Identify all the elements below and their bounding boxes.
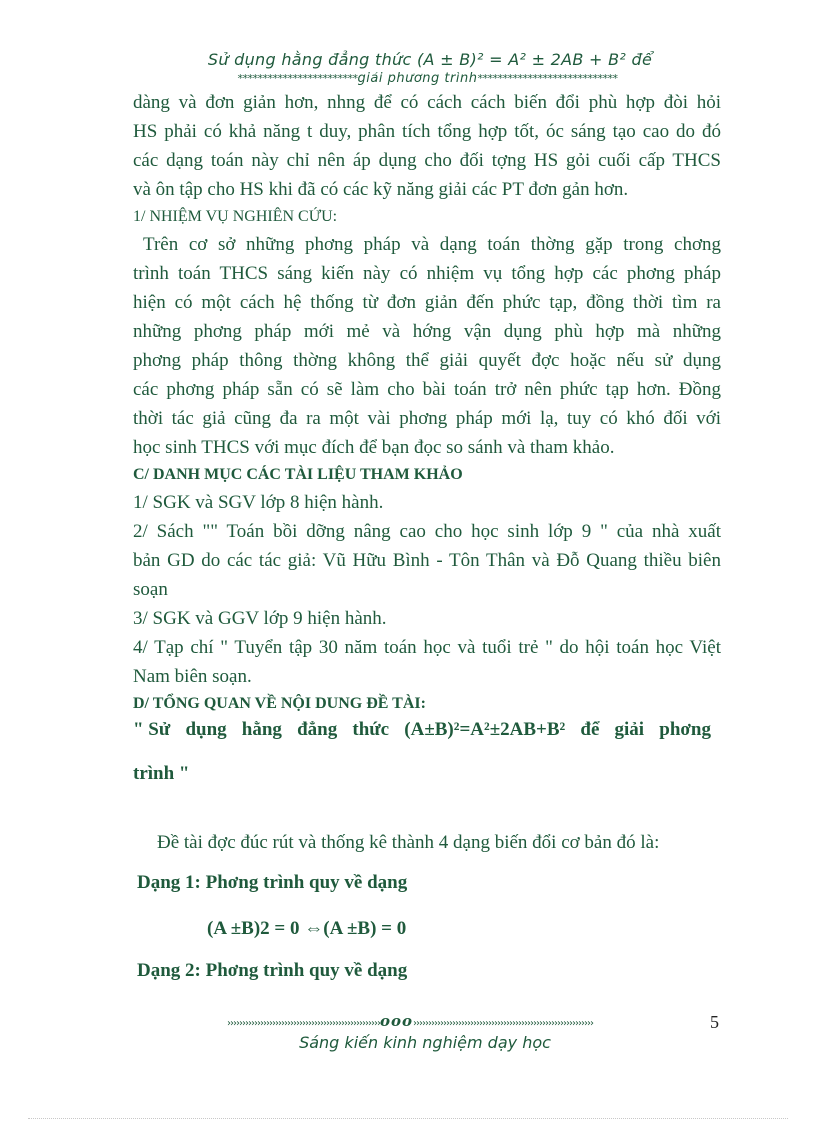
paragraph2-line: thời tác giả cũng đa ra một vài phơng pháp mới lạ, tuy có khó đối với (133, 408, 721, 429)
topic-title (133, 716, 711, 788)
header-rule-right: **************************** (477, 72, 618, 85)
reference-line: Nam biên soạn. (133, 666, 252, 687)
topic-title-line2: trình " (133, 763, 190, 784)
paragraph2-line: học sinh THCS với mục đích để bạn đọc so sánh và tham khảo. (133, 437, 615, 458)
footer-rule-right: ›››››››››››››››››››››››››››››››››››››››››››››››››››››››››››› (413, 1018, 593, 1029)
paragraph2-line: hiện có một cách hệ thống từ đơn giản đến phức tạp, đồng thời tìm ra (133, 292, 721, 313)
topic-word: dụng (185, 719, 227, 740)
paragraph2-line: trình toán THCS sáng kiến này có nhiệm vụ tổng hợp các phơng pháp (133, 263, 721, 284)
topic-word: để (580, 719, 600, 740)
topic-word: hằng (241, 719, 282, 740)
reference-line: 4/ Tạp chí " Tuyển tập 30 năm toán học và tuổi trẻ " do hội toán học Việt (133, 637, 721, 658)
header-rule-left: ************************ (237, 72, 358, 85)
paragraph1-line: HS phải có khả năng t duy, phân tích tổng hợp tốt, óc sáng tạo cao do đó (133, 121, 721, 142)
reference-line: 3/ SGK và GGV lớp 9 hiện hành. (133, 608, 387, 629)
section-c-heading: C/ DANH MỤC CÁC TÀI LIỆU THAM KHẢO (133, 466, 463, 483)
topic-word: thức (352, 719, 390, 740)
running-footer-title: Sáng kiến kinh nghiệm dạy học (299, 1033, 551, 1052)
paragraph1-line: các dạng toán này chỉ nên áp dụng cho đối tợng HS gỏi cuối cấp THCS (133, 150, 721, 171)
intro-sentence: Đề tài đợc đúc rút và thống kê thành 4 dạng biến đổi cơ bản đó là: (157, 832, 660, 853)
footer-rule-left: ››››››››››››››››››››››››››››››››››››››››››››››››››› (227, 1018, 380, 1029)
form1-formula: (A ±B)2 = 0 ⇔(A ±B) = 0 (207, 918, 407, 939)
reference-line: soạn (133, 579, 168, 600)
topic-word: phơng (659, 719, 711, 740)
topic-word: giải (614, 719, 645, 740)
header-decorative-rule (145, 72, 710, 86)
form2-heading: Dạng 2: Phơng trình quy về dạng (137, 960, 408, 981)
header-rule-middle: giải phương trình (357, 72, 478, 86)
footer-decorative-rule (145, 1012, 675, 1030)
topic-formula: (A±B)²=A²±2AB+B² (404, 719, 566, 740)
form1-heading: Dạng 1: Phơng trình quy về dạng (137, 872, 408, 893)
reference-line: bản GD do các tác giả: Vũ Hữu Bình - Tôn Thân và Đỗ Quang thiều biên (133, 550, 721, 571)
footer-rule-middle: ooo (379, 1012, 413, 1030)
reference-line: 2/ Sách "" Toán bồi dỡng nâng cao cho học sinh lớp 9 " của nhà xuất (133, 521, 721, 542)
paragraph2-line: những phơng pháp mới mẻ và hớng vận dụng phù hợp mà những (133, 321, 721, 342)
paragraph1-line: và ôn tập cho HS khi đã có các kỹ năng giải các PT đơn gản hơn. (133, 179, 629, 200)
page-bottom-border (28, 1118, 788, 1119)
section1-heading: 1/ NHIỆM VỤ NGHIÊN CỨU: (133, 208, 338, 225)
topic-title-line1 (133, 716, 711, 744)
body-text (133, 88, 721, 717)
paragraph2-line: Trên cơ sở những phơng pháp và dạng toán thờng gặp trong chơng (143, 234, 721, 255)
reference-line: 1/ SGK và SGV lớp 8 hiện hành. (133, 492, 384, 513)
topic-word: " Sử (133, 719, 171, 740)
running-header-title: Sử dụng hằng đẳng thức (A ± B)² = A² ± 2AB + B² để (207, 50, 653, 69)
paragraph2-line: các phơng pháp sẵn có sẽ làm cho bài toán trở nên phức tạp hơn. Đồng (133, 379, 721, 400)
topic-word: đẳng (297, 719, 338, 740)
paragraph2-line: phơng pháp thông thờng không thể giải quyết đợc hoặc nếu sử dụng (133, 350, 721, 371)
paragraph1-line: dàng và đơn giản hơn, nhng để có cách cách biến đổi phù hợp đòi hỏi (133, 92, 721, 113)
section-d-heading: D/ TỔNG QUAN VỀ NỘI DUNG ĐỀ TÀI: (133, 695, 426, 712)
page-number: 5 (710, 1012, 719, 1032)
